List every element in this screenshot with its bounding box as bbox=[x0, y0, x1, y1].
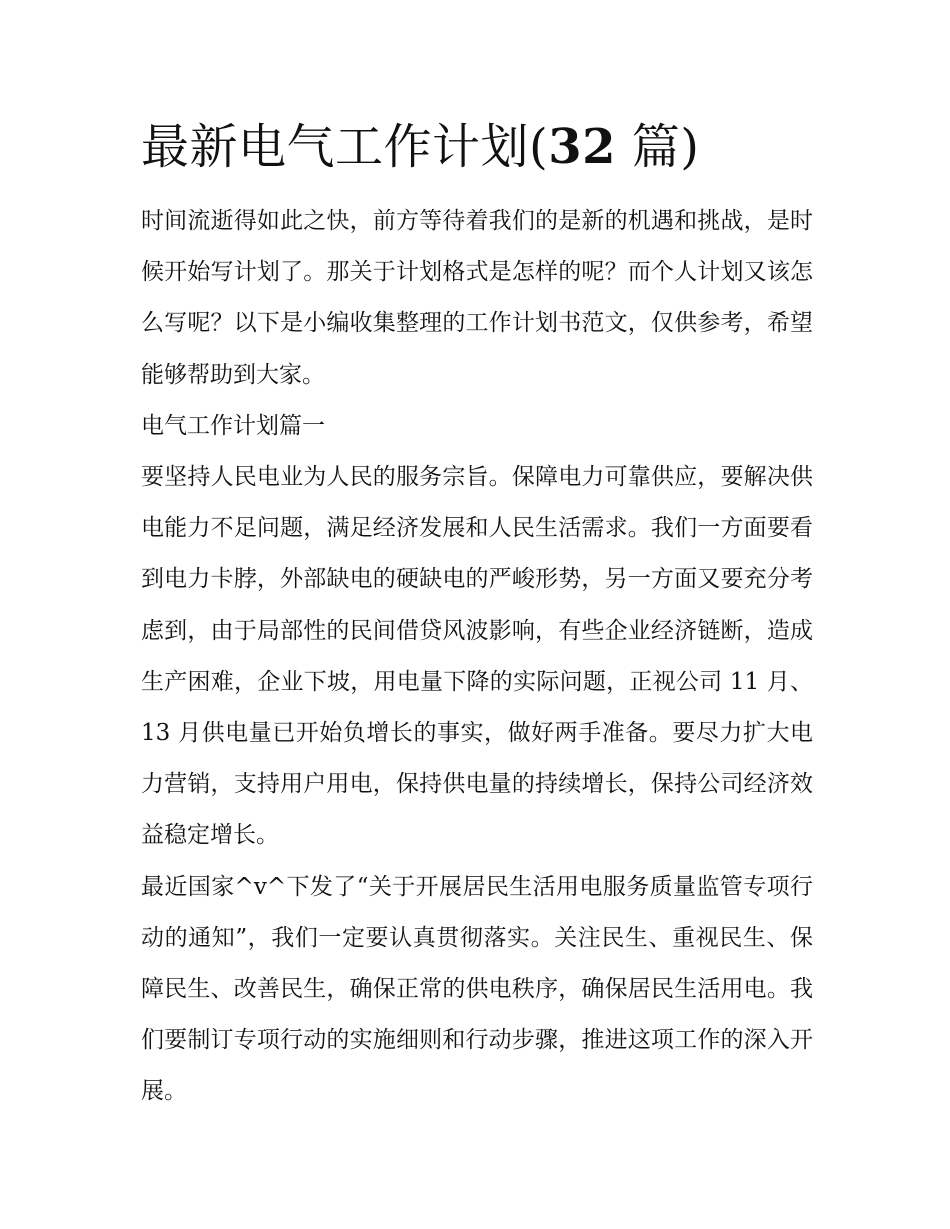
section-heading: 电气工作计划篇一 bbox=[141, 412, 325, 439]
document-body bbox=[141, 196, 813, 1118]
title-suffix: 篇) bbox=[616, 119, 700, 175]
body-paragraph: 要坚持人民电业为人民的服务宗旨。保障电力可靠供应，要解决供电能力不足问题，满足经济发展和人民生活需求。我们一方面要看到电力卡脖，外部缺电的硬缺电的严峻形势，另一方面又要充分考虑到，由于局部性的民间借贷风波影响，有些企业经济链断，造成生产困难，企业下坡，用电量下降的实际问题，正视公司 11 月、13 月供电量已开始负增长的事实，做好两手准备。要尽力扩大电力营销，支持用户用电，保持供电量的持续增长，保持公司经济效益稳定增长。 bbox=[141, 464, 813, 849]
title-main: 最新电气工作计划( bbox=[141, 119, 549, 175]
title-count: 32 bbox=[548, 119, 617, 175]
page-title bbox=[141, 116, 700, 178]
intro-paragraph: 时间流逝得如此之快，前方等待着我们的是新的机遇和挑战，是时候开始写计划了。那关于计划格式是怎样的呢？而个人计划又该怎么写呢？以下是小编收集整理的工作计划书范文，仅供参考，希望能够帮助到大家。 bbox=[141, 208, 813, 388]
body-paragraph: 最近国家^v^下发了“关于开展居民生活用电服务质量监管专项行动的通知”，我们一定要认真贯彻落实。关注民生、重视民生、保障民生、改善民生，确保正常的供电秩序，确保居民生活用电。我们要制订专项行动的实施细则和行动步骤，推进这项工作的深入开展。 bbox=[141, 873, 813, 1105]
